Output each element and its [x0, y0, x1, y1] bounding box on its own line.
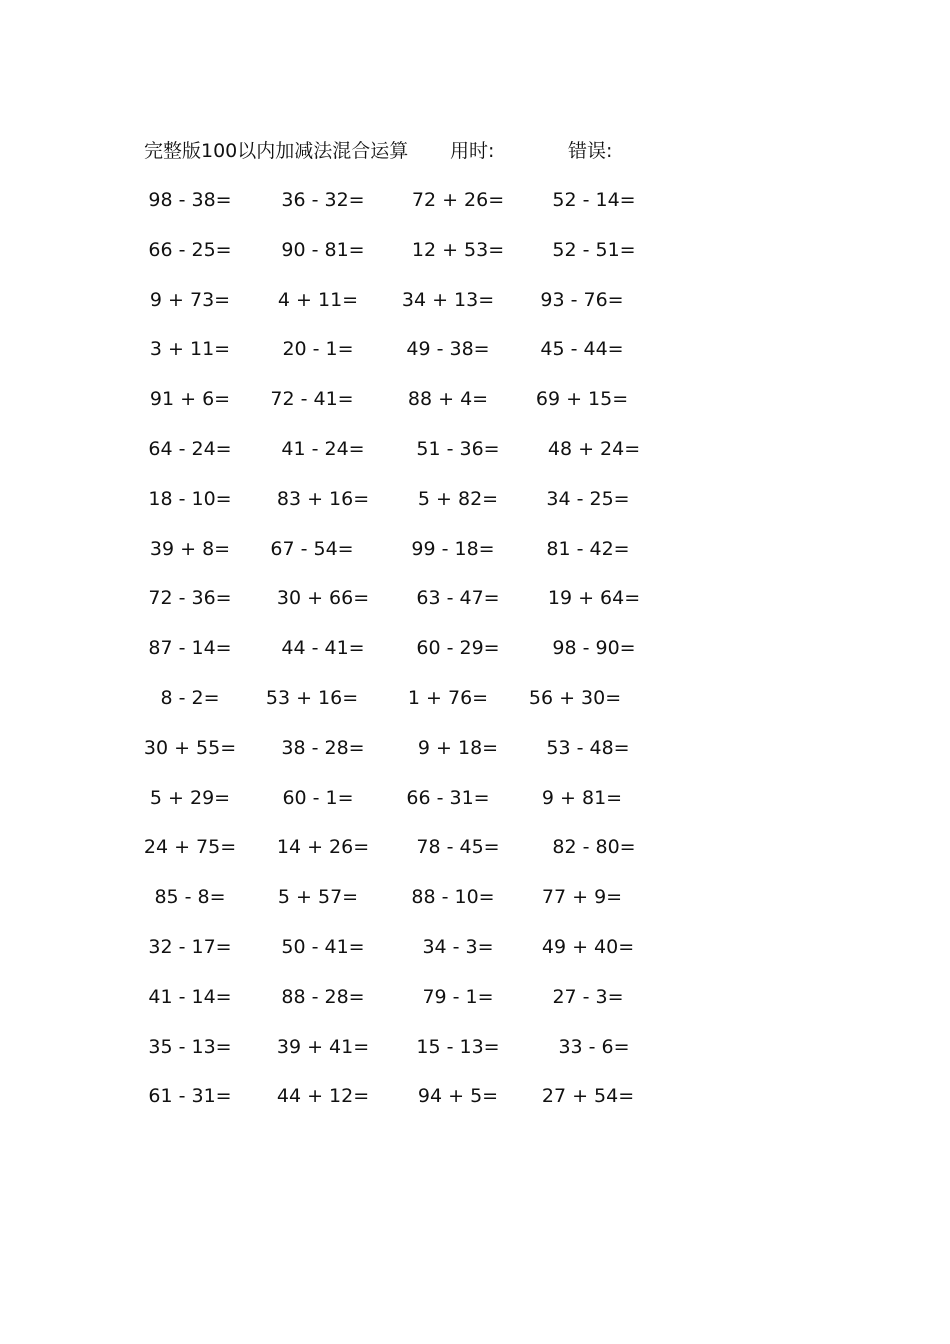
math-problem: 52 - 14= [552, 189, 636, 211]
math-problem: 72 + 26= [411, 189, 505, 211]
math-problem: 39 + 8= [149, 538, 231, 560]
math-problem: 38 - 28= [281, 737, 365, 759]
math-problem: 1 + 76= [407, 687, 489, 709]
math-problem: 82 - 80= [552, 836, 636, 858]
math-problem: 12 + 53= [411, 239, 505, 261]
math-problem: 81 - 42= [546, 538, 630, 560]
math-problem: 32 - 17= [148, 936, 232, 958]
math-problem: 5 + 82= [417, 488, 499, 510]
math-problem: 5 + 57= [277, 886, 359, 908]
math-problem: 79 - 1= [422, 986, 494, 1008]
math-problem: 48 + 24= [547, 438, 641, 460]
math-problem: 33 - 6= [558, 1036, 630, 1058]
math-problem: 9 + 81= [541, 787, 623, 809]
math-problem: 85 - 8= [154, 886, 226, 908]
math-problem: 41 - 14= [148, 986, 232, 1008]
math-problem: 87 - 14= [148, 637, 232, 659]
math-problem: 93 - 76= [540, 289, 624, 311]
math-problem: 15 - 13= [416, 1036, 500, 1058]
math-problem: 30 + 66= [276, 587, 370, 609]
math-problem: 34 - 3= [422, 936, 494, 958]
worksheet-title: 完整版100以内加减法混合运算 [144, 140, 409, 162]
math-problem: 41 - 24= [281, 438, 365, 460]
math-problem: 99 - 18= [411, 538, 495, 560]
math-problem: 44 + 12= [276, 1085, 370, 1107]
math-problem: 77 + 9= [541, 886, 623, 908]
math-problem: 34 - 25= [546, 488, 630, 510]
math-problem: 98 - 90= [552, 637, 636, 659]
math-problem: 53 - 48= [546, 737, 630, 759]
math-problem: 56 + 30= [528, 687, 622, 709]
math-problem: 36 - 32= [281, 189, 365, 211]
math-problem: 94 + 5= [417, 1085, 499, 1107]
math-problem: 61 - 31= [148, 1085, 232, 1107]
math-problem: 90 - 81= [281, 239, 365, 261]
math-problem: 49 + 40= [541, 936, 635, 958]
worksheet-header [0, 136, 950, 166]
math-problem: 18 - 10= [148, 488, 232, 510]
math-problem: 35 - 13= [148, 1036, 232, 1058]
math-problem: 9 + 73= [149, 289, 231, 311]
math-problem: 50 - 41= [281, 936, 365, 958]
math-problem: 45 - 44= [540, 338, 624, 360]
math-problem: 72 - 41= [270, 388, 354, 410]
time-used-label: 用时: [450, 140, 495, 162]
math-problem: 78 - 45= [416, 836, 500, 858]
math-problem: 66 - 31= [406, 787, 490, 809]
math-problem: 34 + 13= [401, 289, 495, 311]
math-problem: 19 + 64= [547, 587, 641, 609]
math-problem: 72 - 36= [148, 587, 232, 609]
math-problem: 88 - 28= [281, 986, 365, 1008]
math-problem: 27 - 3= [552, 986, 624, 1008]
math-problem: 20 - 1= [282, 338, 354, 360]
math-problem: 49 - 38= [406, 338, 490, 360]
math-problem: 53 + 16= [265, 687, 359, 709]
math-problem: 44 - 41= [281, 637, 365, 659]
math-problem: 24 + 75= [143, 836, 237, 858]
math-problem: 39 + 41= [276, 1036, 370, 1058]
math-problem: 30 + 55= [143, 737, 237, 759]
math-problem: 9 + 18= [417, 737, 499, 759]
math-problem: 66 - 25= [148, 239, 232, 261]
math-problem: 5 + 29= [149, 787, 231, 809]
math-problem: 52 - 51= [552, 239, 636, 261]
math-problem: 83 + 16= [276, 488, 370, 510]
math-problem: 8 - 2= [160, 687, 220, 709]
math-problem: 67 - 54= [270, 538, 354, 560]
math-problem: 3 + 11= [149, 338, 231, 360]
math-problem: 88 + 4= [407, 388, 489, 410]
math-problem: 4 + 11= [277, 289, 359, 311]
math-problem: 63 - 47= [416, 587, 500, 609]
math-problem: 91 + 6= [149, 388, 231, 410]
math-problem: 88 - 10= [411, 886, 495, 908]
math-problem: 27 + 54= [541, 1085, 635, 1107]
math-problem: 60 - 1= [282, 787, 354, 809]
errors-label: 错误: [568, 140, 613, 162]
math-problem: 98 - 38= [148, 189, 232, 211]
math-problem: 64 - 24= [148, 438, 232, 460]
math-problem: 69 + 15= [535, 388, 629, 410]
math-problem: 14 + 26= [276, 836, 370, 858]
math-problem: 60 - 29= [416, 637, 500, 659]
math-problem: 51 - 36= [416, 438, 500, 460]
